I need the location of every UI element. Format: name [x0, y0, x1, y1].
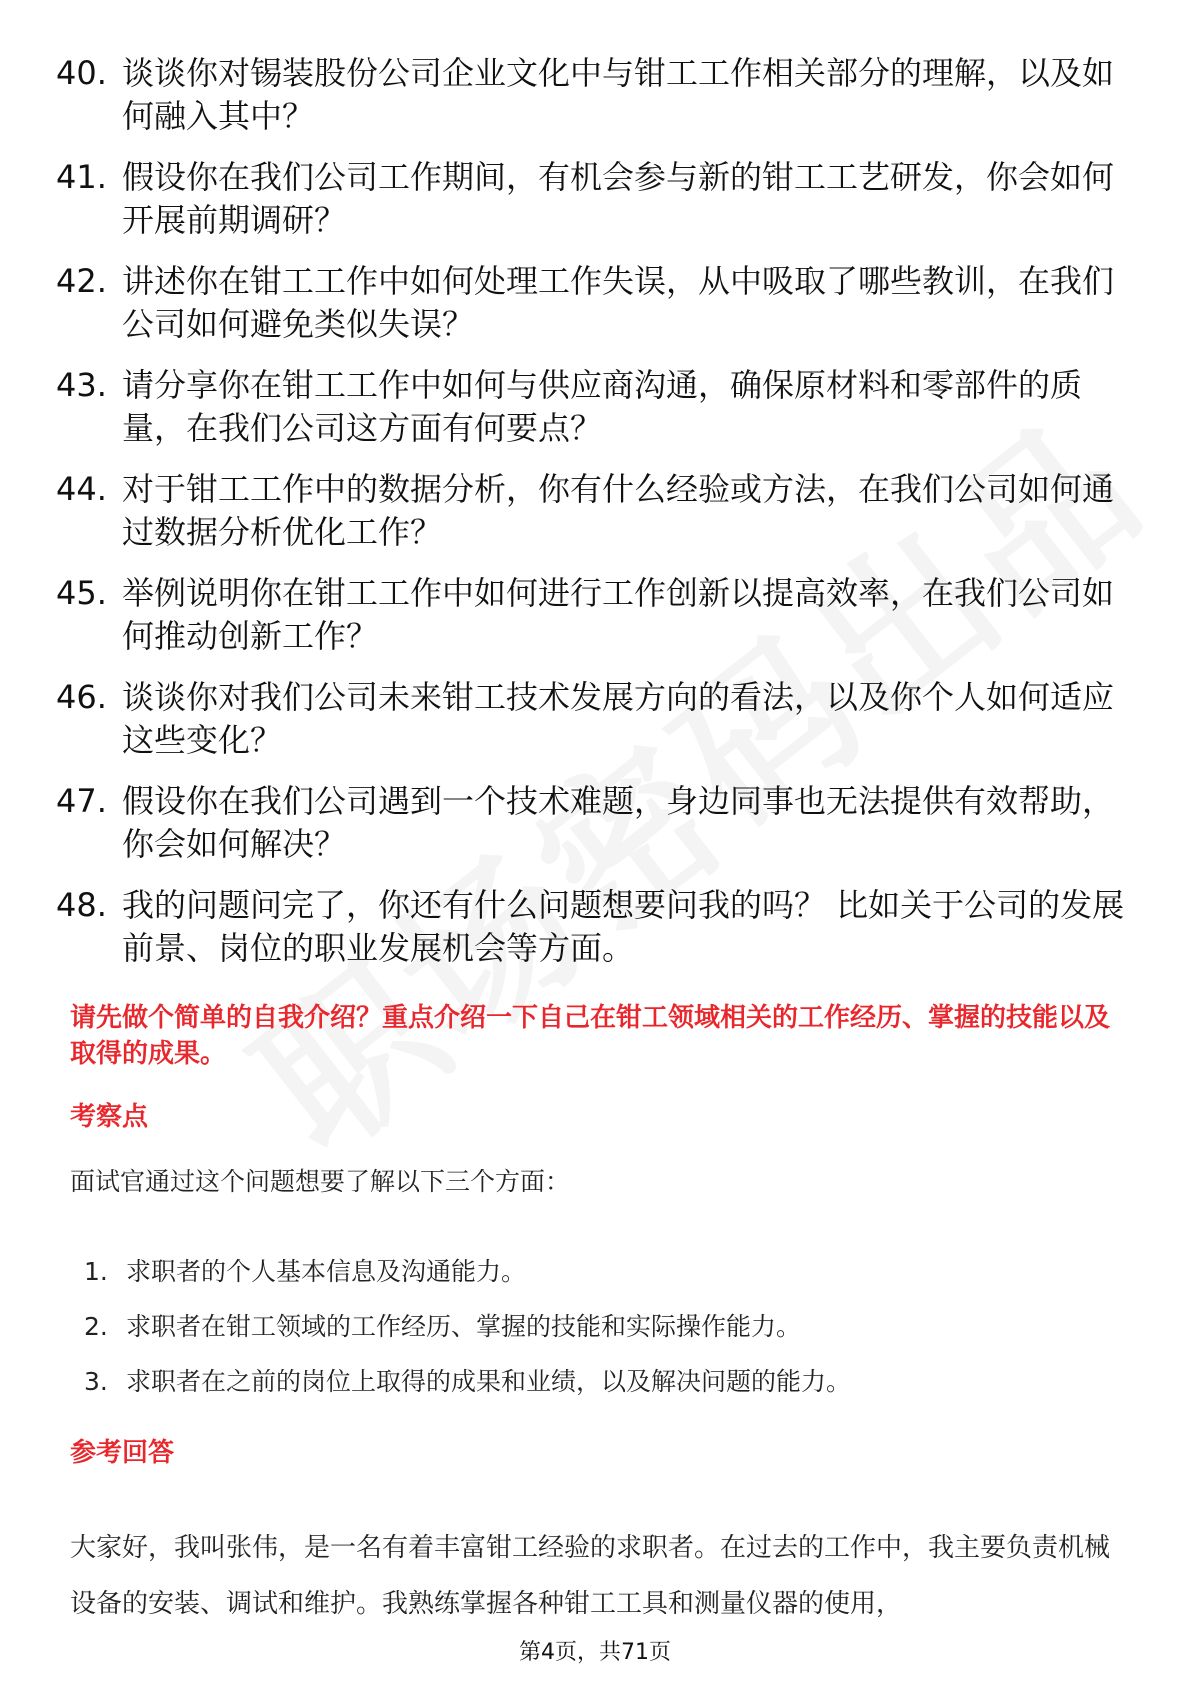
- question-text: 请分享你在钳工工作中如何与供应商沟通，确保原材料和零部件的质量，在我们公司这方面有何要点？: [122, 366, 1083, 447]
- question-text: 谈谈你对我们公司未来钳工技术发展方向的看法，以及你个人如何适应这些变化？: [122, 678, 1115, 759]
- focus-point-text: 求职者在之前的岗位上取得的成果和业绩，以及解决问题的能力。: [126, 1367, 852, 1396]
- featured-question: 请先做个简单的自我介绍？重点介绍一下自己在钳工领域相关的工作经历、掌握的技能以及取得的成果。: [70, 1003, 1111, 1069]
- focus-point-number: 3.: [84, 1367, 108, 1396]
- focus-point: [84, 1365, 851, 1399]
- question-number: 40.: [56, 54, 107, 92]
- focus-points-list: [84, 1255, 851, 1420]
- question-number: 42.: [56, 262, 107, 300]
- question-item: [56, 884, 1136, 970]
- reference-heading: 参考回答: [70, 1438, 175, 1468]
- question-text: 举例说明你在钳工工作中如何进行工作创新以提高效率，在我们公司如何推动创新工作？: [122, 574, 1115, 655]
- question-text: 假设你在我们公司遇到一个技术难题，身边同事也无法提供有效帮助，你会如何解决？: [122, 782, 1115, 863]
- focus-point: [84, 1255, 851, 1289]
- question-list: [56, 52, 1136, 988]
- question-number: 43.: [56, 366, 107, 404]
- reference-answer: 大家好，我叫张伟，是一名有着丰富钳工经验的求职者。在过去的工作中，我主要负责机械设备的安装、调试和维护。我熟练掌握各种钳工工具和测量仪器的使用，: [70, 1533, 1111, 1619]
- question-item: [56, 780, 1136, 866]
- question-item: [56, 260, 1136, 346]
- question-text: 对于钳工工作中的数据分析，你有什么经验或方法，在我们公司如何通过数据分析优化工作？: [122, 470, 1115, 551]
- question-item: [56, 364, 1136, 450]
- focus-intro: 面试官通过这个问题想要了解以下三个方面：: [70, 1167, 571, 1196]
- question-item: [56, 676, 1136, 762]
- focus-point-text: 求职者的个人基本信息及沟通能力。: [126, 1257, 527, 1286]
- question-item: [56, 52, 1136, 138]
- question-number: 48.: [56, 886, 107, 924]
- question-text: 假设你在我们公司工作期间，有机会参与新的钳工工艺研发，你会如何开展前期调研？: [122, 158, 1115, 239]
- question-item: [56, 468, 1136, 554]
- focus-point: [84, 1310, 851, 1344]
- question-item: [56, 156, 1136, 242]
- page-footer: 第4页，共71页: [519, 1640, 671, 1665]
- question-number: 41.: [56, 158, 107, 196]
- question-text: 我的问题问完了，你还有什么问题想要问我的吗？ 比如关于公司的发展前景、岗位的职业发展机会等方面。: [122, 886, 1125, 967]
- focus-point-text: 求职者在钳工领域的工作经历、掌握的技能和实际操作能力。: [126, 1312, 802, 1341]
- question-item: [56, 572, 1136, 658]
- question-number: 44.: [56, 470, 107, 508]
- question-number: 47.: [56, 782, 107, 820]
- question-number: 46.: [56, 678, 107, 716]
- focus-point-number: 2.: [84, 1312, 108, 1341]
- question-text: 谈谈你对锡装股份公司企业文化中与钳工工作相关部分的理解，以及如何融入其中？: [122, 54, 1115, 135]
- question-number: 45.: [56, 574, 107, 612]
- question-text: 讲述你在钳工工作中如何处理工作失误，从中吸取了哪些教训，在我们公司如何避免类似失误？: [122, 262, 1115, 343]
- focus-point-number: 1.: [84, 1257, 108, 1286]
- focus-heading: 考察点: [70, 1102, 149, 1132]
